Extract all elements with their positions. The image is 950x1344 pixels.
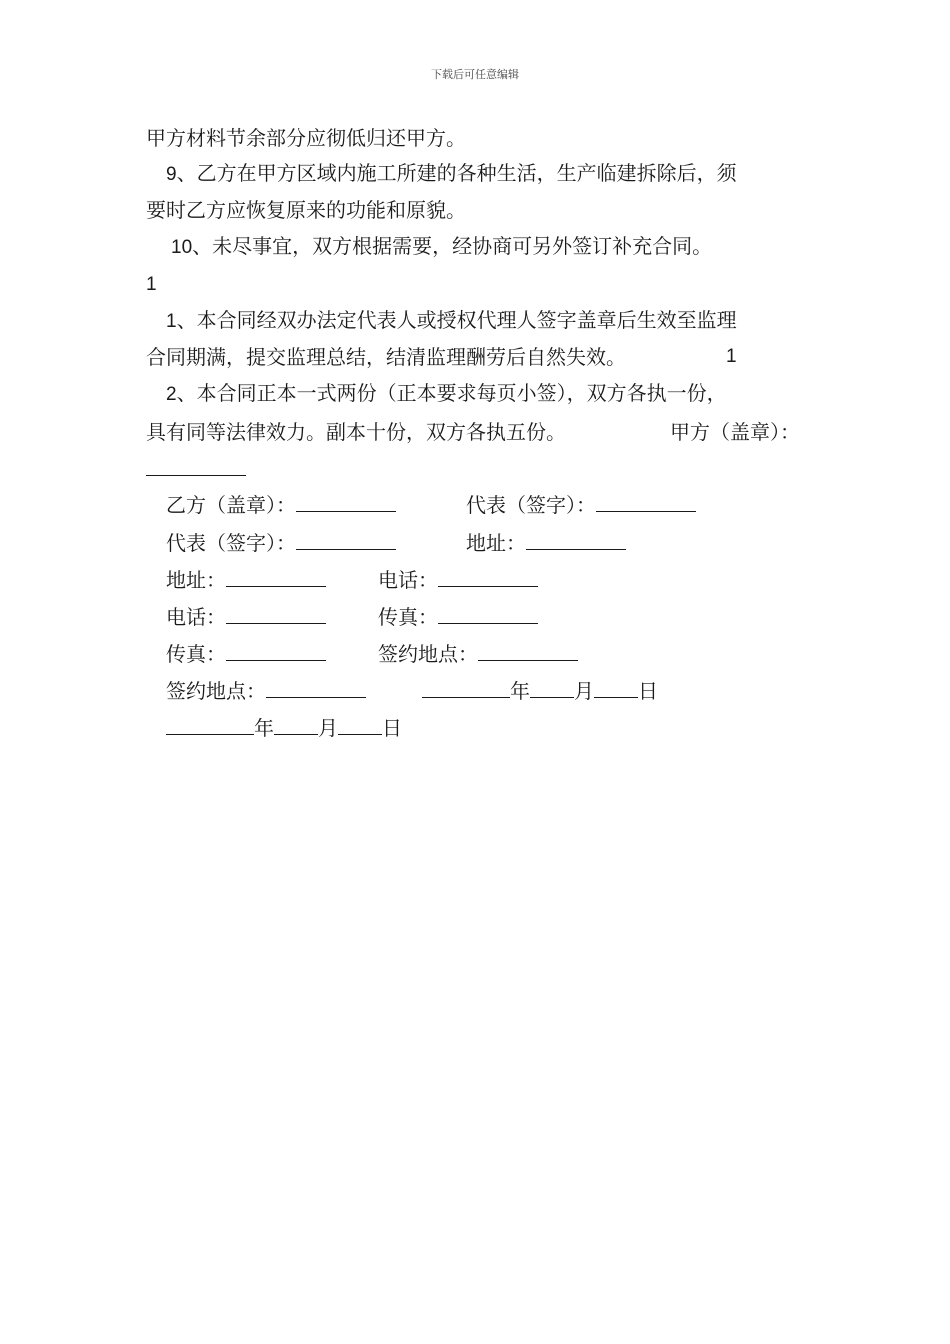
paragraph-line-6	[166, 308, 737, 334]
blank-line	[296, 492, 396, 512]
year-label: 年	[254, 716, 274, 740]
clause-number: 1	[166, 311, 177, 332]
phone-field-right	[378, 567, 538, 592]
party-b-seal-field	[166, 492, 396, 517]
year-blank	[422, 678, 510, 698]
party-a-seal-label: 甲方（盖章）：	[670, 420, 800, 444]
blank-line	[438, 567, 538, 587]
party-a-seal-blank	[146, 456, 246, 481]
field-label: 地址：	[166, 568, 226, 592]
paragraph-line-1: 甲方材料节余部分应彻低归还甲方。	[146, 126, 466, 150]
paragraph-line-9: 具有同等法律效力。副本十份，双方各执五份。	[146, 420, 566, 444]
clause-number: 9	[166, 164, 177, 185]
field-label: 签约地点：	[166, 679, 266, 703]
month-label: 月	[574, 679, 594, 703]
paragraph-line-3: 要时乙方应恢复原来的功能和原貌。	[146, 198, 466, 222]
blank-line	[526, 530, 626, 550]
blank-line	[226, 641, 326, 661]
fax-field-right	[378, 604, 538, 629]
blank-line	[596, 492, 696, 512]
clause-number: 1	[146, 274, 157, 295]
clause-number: 2	[166, 384, 177, 405]
day-blank	[594, 678, 638, 698]
field-label: 乙方（盖章）：	[166, 493, 296, 517]
paragraph-line-2	[166, 161, 737, 187]
month-blank	[530, 678, 574, 698]
phone-field-left	[166, 604, 326, 629]
paragraph-line-8	[166, 381, 727, 407]
blank-line	[438, 604, 538, 624]
blank-line	[146, 456, 246, 476]
representative-sign-field-right	[466, 492, 696, 517]
month-blank	[274, 715, 318, 735]
day-label: 日	[382, 716, 402, 740]
day-blank	[338, 715, 382, 735]
clause-text: 、本合同经双办法定代表人或授权代理人签字盖章后生效至监理	[176, 308, 737, 332]
address-field-left	[166, 567, 326, 592]
sign-place-field-right	[378, 641, 578, 666]
field-label: 代表（签字）：	[166, 531, 296, 555]
paragraph-line-4	[171, 234, 712, 260]
clause-text: 、乙方在甲方区域内施工所建的各种生活，生产临建拆除后，须	[176, 161, 737, 185]
date-field-left	[166, 715, 402, 740]
field-label: 代表（签字）：	[466, 493, 596, 517]
date-field-right	[422, 678, 658, 703]
field-label: 电话：	[378, 568, 438, 592]
field-label: 传真：	[166, 642, 226, 666]
year-label: 年	[510, 679, 530, 703]
clause-text: 、本合同正本一式两份（正本要求每页小签），双方各执一份，	[176, 381, 727, 405]
clause-number: 10	[171, 237, 193, 258]
blank-line	[226, 567, 326, 587]
field-label: 电话：	[166, 605, 226, 629]
field-label: 传真：	[378, 605, 438, 629]
representative-sign-field-left	[166, 530, 396, 555]
address-field-right	[466, 530, 626, 555]
field-label: 签约地点：	[378, 642, 478, 666]
blank-line	[478, 641, 578, 661]
field-label: 地址：	[466, 531, 526, 555]
day-label: 日	[638, 679, 658, 703]
page-header: 下载后可任意编辑	[431, 68, 519, 81]
paragraph-line-7: 合同期满，提交监理总结，结清监理酬劳后自然失效。	[146, 345, 626, 369]
sign-place-field-left	[166, 678, 366, 703]
year-blank	[166, 715, 254, 735]
fax-field-left	[166, 641, 326, 666]
blank-line	[226, 604, 326, 624]
paragraph-line-5	[146, 271, 157, 297]
blank-line	[266, 678, 366, 698]
month-label: 月	[318, 716, 338, 740]
blank-line	[296, 530, 396, 550]
page-mark-number: 1	[726, 346, 737, 367]
clause-text: 、未尽事宜，双方根据需要，经协商可另外签订补充合同。	[192, 234, 713, 258]
